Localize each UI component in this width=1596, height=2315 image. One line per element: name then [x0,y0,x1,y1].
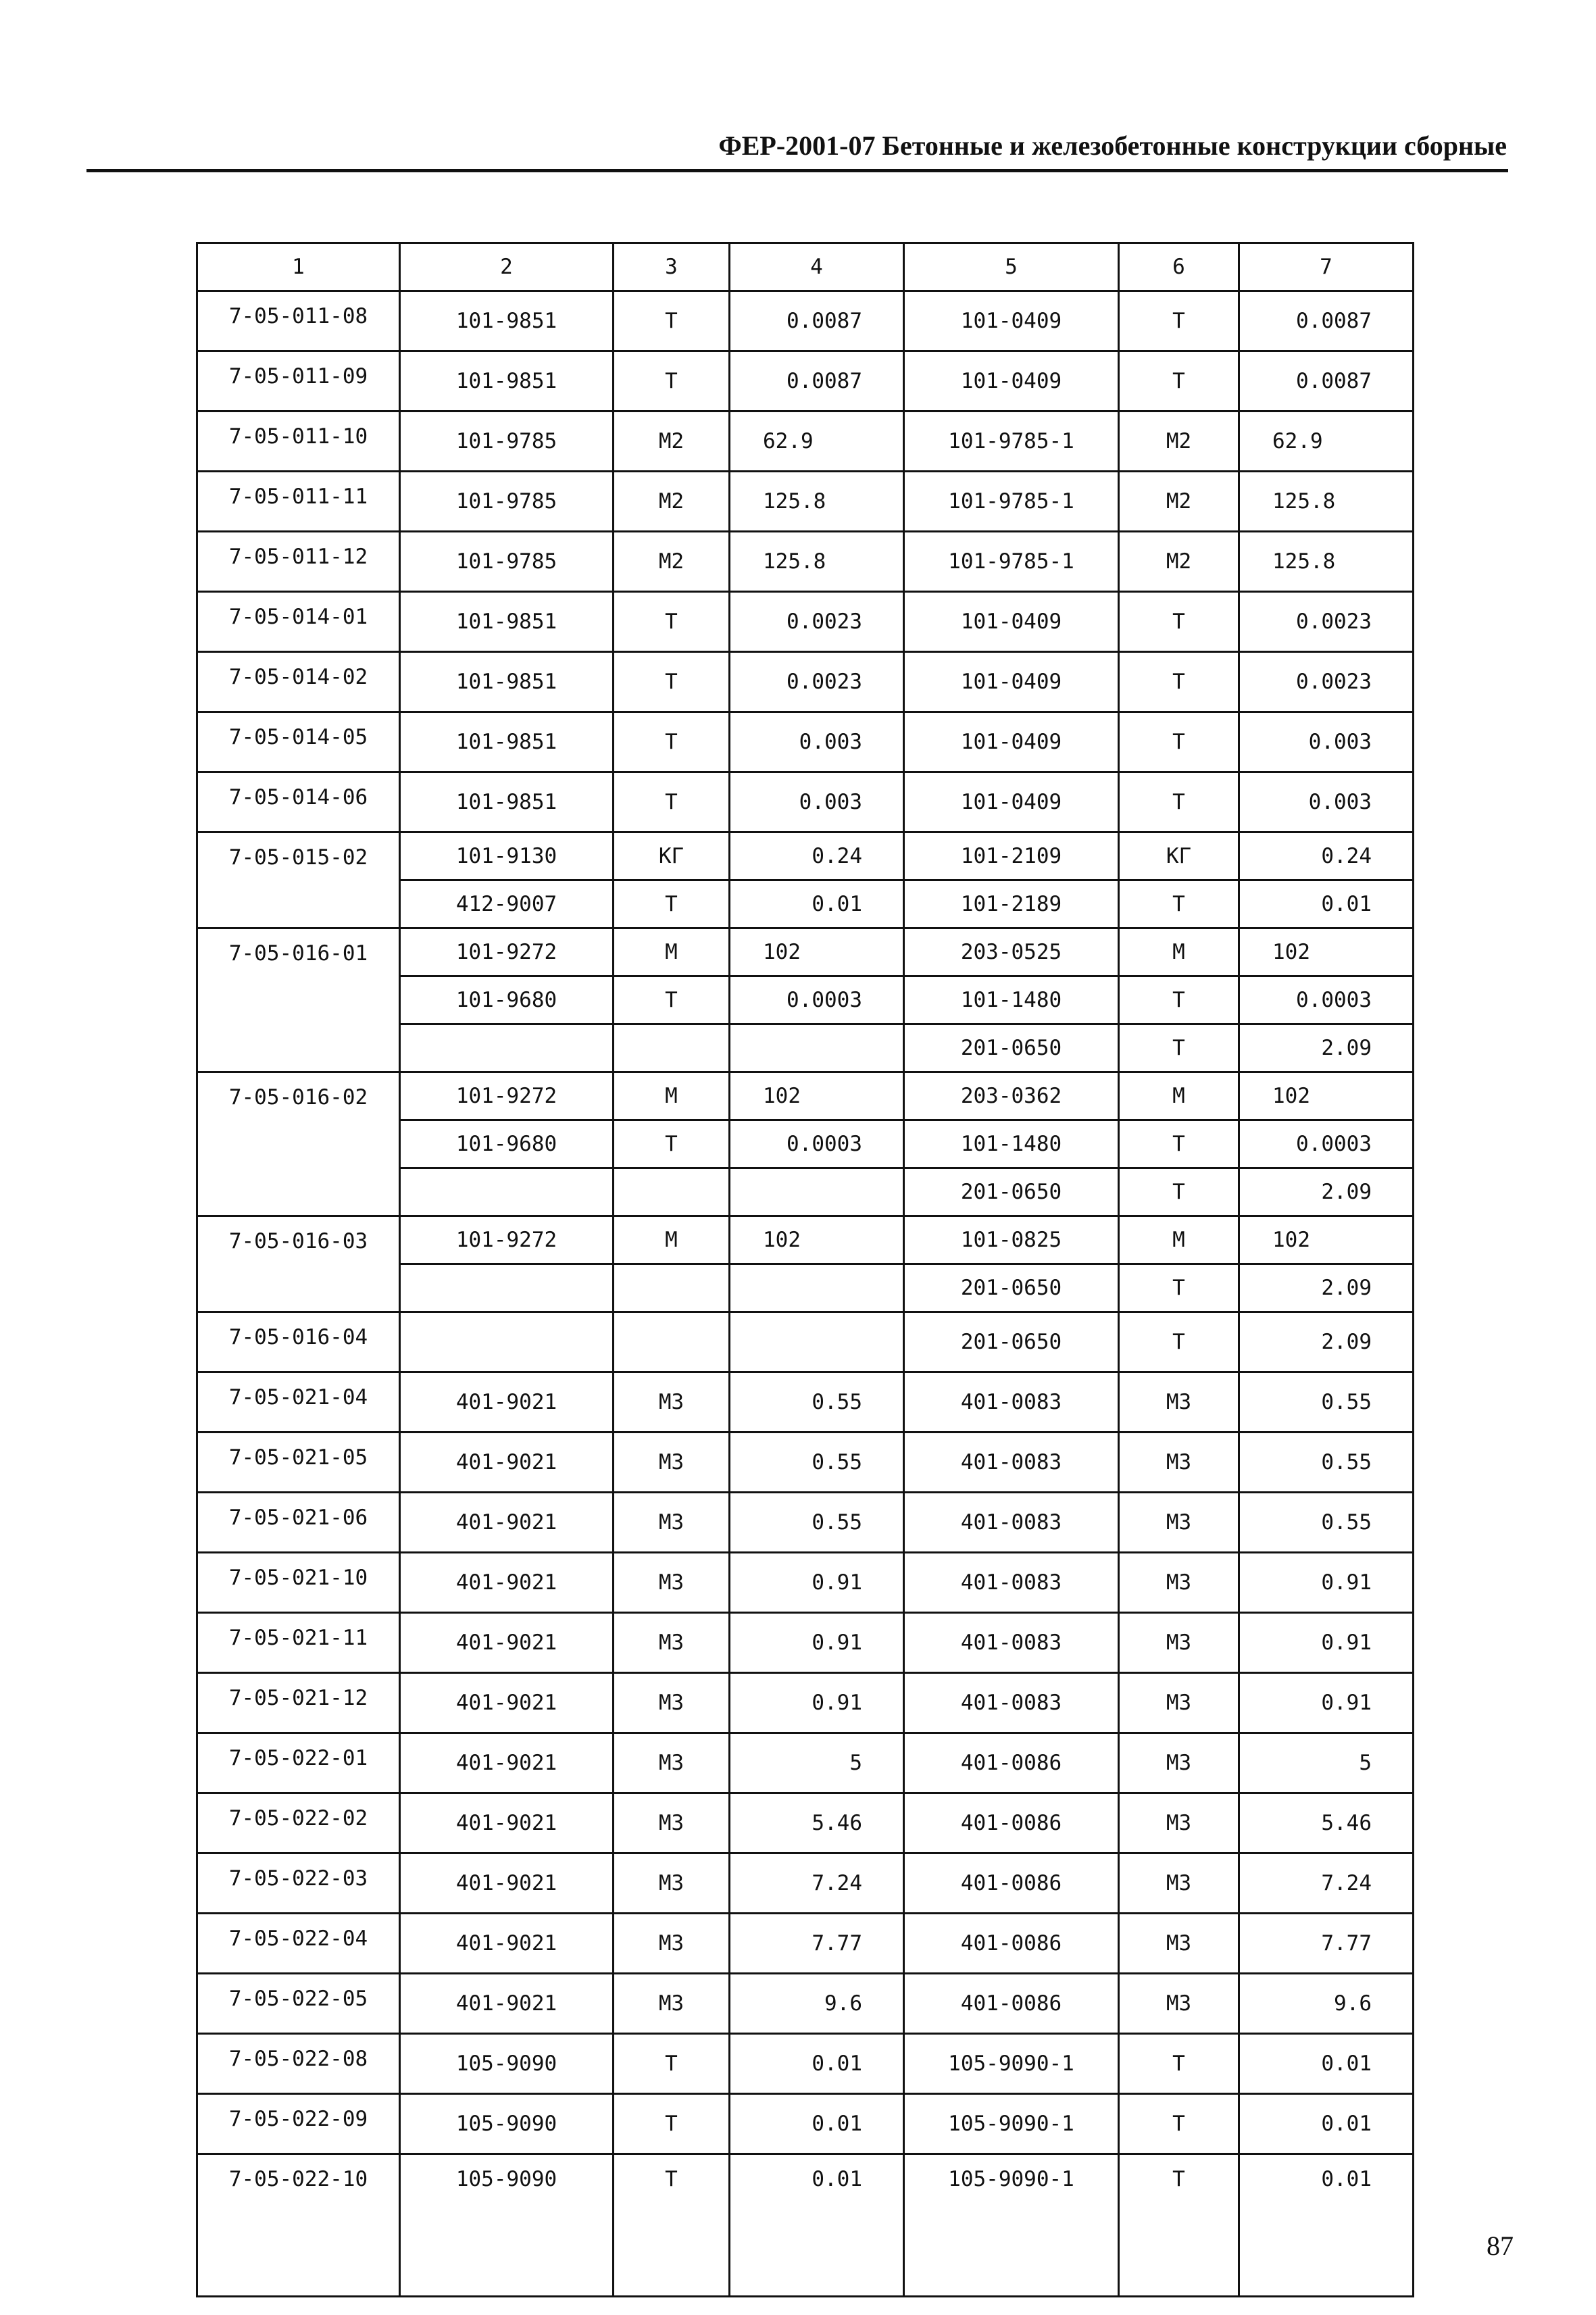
resource-code-cell: 101-9272 [400,928,614,976]
quantity-cell: 0.003 [730,772,904,832]
unit-cell: М2 [614,532,730,592]
resource-code-cell [400,1264,614,1312]
replacement-unit-cell: Т [1119,291,1239,351]
price-code-cell: 7-05-011-09 [197,351,400,412]
table-row [197,1493,1414,1553]
quantity-cell [730,1024,904,1072]
replacement-unit-cell: Т [1119,976,1239,1024]
resource-code-cell: 401-9021 [400,1673,614,1733]
replacement-unit-cell: М3 [1119,1372,1239,1433]
replacement-unit-cell: КГ [1119,832,1239,880]
price-code-cell: 7-05-016-04 [197,1312,400,1372]
replacement-unit-cell: М3 [1119,1493,1239,1553]
replacement-unit-cell: М [1119,1072,1239,1120]
quantity-cell: 0.91 [730,1673,904,1733]
quantity-cell: 0.01 [730,2034,904,2094]
quantity-cell: 0.0087 [730,351,904,412]
resource-code-cell: 101-9785 [400,412,614,472]
replacement-code-cell: 401-0086 [904,1974,1119,2034]
replacement-quantity-cell: 0.91 [1239,1673,1414,1733]
replacement-code-cell: 105-9090-1 [904,2034,1119,2094]
price-code-cell: 7-05-022-09 [197,2094,400,2154]
unit-cell: М3 [614,1493,730,1553]
replacement-code-cell: 401-0083 [904,1553,1119,1613]
resource-code-cell: 101-9851 [400,772,614,832]
price-code-cell: 7-05-014-05 [197,712,400,772]
replacement-quantity-cell: 0.003 [1239,712,1414,772]
quantity-cell: 0.0003 [730,1120,904,1168]
replacement-quantity-cell: 0.91 [1239,1553,1414,1613]
replacement-unit-cell: М [1119,928,1239,976]
replacement-code-cell: 203-0525 [904,928,1119,976]
price-code-cell: 7-05-016-01 [197,928,400,1072]
quantity-cell: 0.55 [730,1372,904,1433]
table-row [197,2154,1414,2297]
quantity-cell: 0.0087 [730,291,904,351]
replacement-unit-cell: Т [1119,772,1239,832]
replacement-quantity-cell: 102 [1239,1072,1414,1120]
replacement-quantity-cell: 125.8 [1239,532,1414,592]
quantity-cell: 0.91 [730,1613,904,1673]
table-row [197,472,1414,532]
table-row [197,712,1414,772]
replacement-code-cell: 101-0409 [904,351,1119,412]
replacement-unit-cell: М3 [1119,1433,1239,1493]
replacement-quantity-cell: 2.09 [1239,1264,1414,1312]
replacement-unit-cell: Т [1119,652,1239,712]
price-code-cell: 7-05-016-02 [197,1072,400,1216]
replacement-quantity-cell: 0.0087 [1239,291,1414,351]
quantity-cell: 0.0023 [730,592,904,652]
replacement-code-cell: 401-0086 [904,1853,1119,1914]
unit-cell: М3 [614,1433,730,1493]
resource-code-cell: 101-9680 [400,1120,614,1168]
quantity-cell: 7.24 [730,1853,904,1914]
header-divider [86,169,1508,172]
resource-code-cell [400,1168,614,1216]
quantity-cell: 62.9 [730,412,904,472]
unit-cell: М2 [614,412,730,472]
replacement-code-cell: 401-0083 [904,1613,1119,1673]
unit-cell: Т [614,351,730,412]
table-row [197,1553,1414,1613]
table-row [197,351,1414,412]
replacement-quantity-cell: 9.6 [1239,1974,1414,2034]
replacement-unit-cell: М2 [1119,472,1239,532]
quantity-cell [730,1264,904,1312]
replacement-code-cell: 401-0086 [904,1793,1119,1853]
resource-code-cell: 105-9090 [400,2154,614,2297]
resource-code-cell [400,1312,614,1372]
price-code-cell: 7-05-021-10 [197,1553,400,1613]
unit-cell: М3 [614,1673,730,1733]
unit-cell: КГ [614,832,730,880]
price-code-cell: 7-05-022-01 [197,1733,400,1793]
resource-code-cell: 401-9021 [400,1793,614,1853]
column-header: 2 [400,243,614,291]
unit-cell: Т [614,2154,730,2297]
replacement-code-cell: 201-0650 [904,1024,1119,1072]
resource-code-cell: 101-9680 [400,976,614,1024]
table-row [197,1072,1414,1120]
replacement-unit-cell: М3 [1119,1553,1239,1613]
page-number: 87 [1487,2231,1514,2261]
replacement-quantity-cell: 0.01 [1239,2154,1414,2297]
replacement-quantity-cell: 102 [1239,928,1414,976]
unit-cell: Т [614,1120,730,1168]
replacement-quantity-cell: 0.0087 [1239,351,1414,412]
resource-code-cell: 101-9851 [400,291,614,351]
table-row [197,1613,1414,1673]
replacement-unit-cell: Т [1119,1024,1239,1072]
replacement-unit-cell: Т [1119,2094,1239,2154]
replacement-quantity-cell: 2.09 [1239,1312,1414,1372]
table-row [197,1312,1414,1372]
table-row [197,1433,1414,1493]
unit-cell: Т [614,880,730,928]
replacement-code-cell: 101-0409 [904,291,1119,351]
table-row [197,1372,1414,1433]
replacement-quantity-cell: 0.55 [1239,1433,1414,1493]
replacement-unit-cell: Т [1119,1264,1239,1312]
unit-cell: М [614,1072,730,1120]
resource-code-cell: 401-9021 [400,1493,614,1553]
unit-cell [614,1264,730,1312]
resource-code-cell: 101-9851 [400,351,614,412]
price-code-cell: 7-05-022-08 [197,2034,400,2094]
resource-code-cell: 101-9130 [400,832,614,880]
unit-cell: М3 [614,1372,730,1433]
replacement-unit-cell: Т [1119,2034,1239,2094]
replacement-code-cell: 101-0825 [904,1216,1119,1264]
resource-code-cell: 101-9785 [400,532,614,592]
quantity-cell [730,1168,904,1216]
resource-code-cell: 401-9021 [400,1914,614,1974]
replacement-code-cell: 203-0362 [904,1072,1119,1120]
replacement-unit-cell: М3 [1119,1733,1239,1793]
resource-code-cell: 101-9785 [400,472,614,532]
replacement-code-cell: 401-0083 [904,1493,1119,1553]
replacement-quantity-cell: 0.0023 [1239,652,1414,712]
unit-cell [614,1168,730,1216]
replacement-unit-cell: М2 [1119,532,1239,592]
price-code-cell: 7-05-016-03 [197,1216,400,1312]
table-row [197,2094,1414,2154]
column-header: 3 [614,243,730,291]
replacement-quantity-cell: 7.24 [1239,1853,1414,1914]
quantity-cell: 102 [730,1072,904,1120]
price-code-cell: 7-05-021-11 [197,1613,400,1673]
replacement-code-cell: 101-0409 [904,652,1119,712]
quantity-cell: 0.0003 [730,976,904,1024]
resource-code-cell: 105-9090 [400,2034,614,2094]
replacement-quantity-cell: 125.8 [1239,472,1414,532]
replacement-code-cell: 101-0409 [904,592,1119,652]
replacement-quantity-cell: 0.01 [1239,2094,1414,2154]
unit-cell: М2 [614,472,730,532]
resource-code-cell: 101-9851 [400,652,614,712]
unit-cell: М3 [614,1553,730,1613]
unit-cell: М3 [614,1613,730,1673]
table-row [197,1673,1414,1733]
replacement-unit-cell: Т [1119,2154,1239,2297]
table-row [197,1853,1414,1914]
replacement-code-cell: 401-0086 [904,1914,1119,1974]
unit-cell: М [614,928,730,976]
price-code-cell: 7-05-014-02 [197,652,400,712]
resource-code-cell: 101-9851 [400,712,614,772]
replacement-quantity-cell: 0.55 [1239,1372,1414,1433]
resource-code-cell: 401-9021 [400,1553,614,1613]
quantity-cell: 9.6 [730,1974,904,2034]
unit-cell [614,1024,730,1072]
table-body [197,243,1414,2297]
quantity-cell: 0.01 [730,2094,904,2154]
unit-cell: М3 [614,1853,730,1914]
replacement-code-cell: 401-0083 [904,1372,1119,1433]
replacement-quantity-cell: 102 [1239,1216,1414,1264]
resource-code-cell: 101-9272 [400,1216,614,1264]
table-row [197,592,1414,652]
replacement-quantity-cell: 0.24 [1239,832,1414,880]
resource-code-cell: 401-9021 [400,1613,614,1673]
unit-cell: М3 [614,1733,730,1793]
table-row [197,832,1414,880]
resource-code-cell: 401-9021 [400,1853,614,1914]
replacement-code-cell: 401-0086 [904,1733,1119,1793]
column-header: 5 [904,243,1119,291]
replacement-unit-cell: Т [1119,880,1239,928]
price-code-cell: 7-05-021-06 [197,1493,400,1553]
replacement-code-cell: 101-1480 [904,1120,1119,1168]
replacement-code-cell: 101-2109 [904,832,1119,880]
replacement-unit-cell: Т [1119,712,1239,772]
quantity-cell: 102 [730,928,904,976]
quantity-cell: 0.24 [730,832,904,880]
table-row [197,1974,1414,2034]
replacement-unit-cell: М3 [1119,1673,1239,1733]
price-code-cell: 7-05-022-03 [197,1853,400,1914]
price-code-cell: 7-05-011-10 [197,412,400,472]
resource-code-cell: 401-9021 [400,1733,614,1793]
unit-cell: Т [614,2094,730,2154]
price-code-cell: 7-05-014-01 [197,592,400,652]
quantity-cell: 0.003 [730,712,904,772]
replacement-unit-cell: М3 [1119,1974,1239,2034]
unit-cell: Т [614,652,730,712]
unit-cell [614,1312,730,1372]
price-code-cell: 7-05-022-02 [197,1793,400,1853]
quantity-cell: 125.8 [730,472,904,532]
quantity-cell: 5.46 [730,1793,904,1853]
replacement-unit-cell: М3 [1119,1914,1239,1974]
price-code-cell: 7-05-022-05 [197,1974,400,2034]
price-code-cell: 7-05-022-10 [197,2154,400,2297]
price-code-cell: 7-05-021-12 [197,1673,400,1733]
resource-replacement-table [196,242,1414,2297]
price-code-cell: 7-05-011-12 [197,532,400,592]
replacement-quantity-cell: 7.77 [1239,1914,1414,1974]
price-code-cell: 7-05-011-08 [197,291,400,351]
quantity-cell: 0.0023 [730,652,904,712]
quantity-cell: 0.55 [730,1493,904,1553]
replacement-quantity-cell: 2.09 [1239,1168,1414,1216]
replacement-quantity-cell: 0.01 [1239,2034,1414,2094]
page-header-title: ФЕР-2001-07 Бетонные и железобетонные конструкции сборные [718,130,1507,161]
table-row [197,412,1414,472]
unit-cell: Т [614,772,730,832]
column-header: 7 [1239,243,1414,291]
replacement-code-cell: 101-9785-1 [904,472,1119,532]
resource-code-cell: 101-9272 [400,1072,614,1120]
replacement-quantity-cell: 5 [1239,1733,1414,1793]
replacement-quantity-cell: 2.09 [1239,1024,1414,1072]
quantity-cell: 102 [730,1216,904,1264]
replacement-quantity-cell: 0.0003 [1239,1120,1414,1168]
quantity-cell [730,1312,904,1372]
replacement-code-cell: 105-9090-1 [904,2094,1119,2154]
unit-cell: Т [614,291,730,351]
replacement-code-cell: 201-0650 [904,1312,1119,1372]
resource-code-cell: 401-9021 [400,1372,614,1433]
replacement-code-cell: 401-0083 [904,1673,1119,1733]
replacement-quantity-cell: 5.46 [1239,1793,1414,1853]
resource-code-cell: 105-9090 [400,2094,614,2154]
unit-cell: М3 [614,1793,730,1853]
replacement-quantity-cell: 62.9 [1239,412,1414,472]
quantity-cell: 0.01 [730,2154,904,2297]
unit-cell: М3 [614,1914,730,1974]
quantity-cell: 5 [730,1733,904,1793]
replacement-code-cell: 101-9785-1 [904,532,1119,592]
price-code-cell: 7-05-022-04 [197,1914,400,1974]
quantity-cell: 0.01 [730,880,904,928]
replacement-quantity-cell: 0.91 [1239,1613,1414,1673]
replacement-quantity-cell: 0.01 [1239,880,1414,928]
price-code-cell: 7-05-021-04 [197,1372,400,1433]
replacement-unit-cell: М [1119,1216,1239,1264]
replacement-unit-cell: Т [1119,592,1239,652]
table-row [197,1733,1414,1793]
replacement-code-cell: 201-0650 [904,1264,1119,1312]
table-row [197,652,1414,712]
resource-code-cell: 412-9007 [400,880,614,928]
replacement-code-cell: 105-9090-1 [904,2154,1119,2297]
replacement-code-cell: 101-0409 [904,772,1119,832]
quantity-cell: 7.77 [730,1914,904,1974]
table-row [197,532,1414,592]
unit-cell: Т [614,976,730,1024]
replacement-code-cell: 201-0650 [904,1168,1119,1216]
replacement-unit-cell: Т [1119,351,1239,412]
table-row [197,1216,1414,1264]
resource-code-cell: 101-9851 [400,592,614,652]
resource-code-cell: 401-9021 [400,1433,614,1493]
price-code-cell: 7-05-014-06 [197,772,400,832]
replacement-unit-cell: Т [1119,1120,1239,1168]
quantity-cell: 125.8 [730,532,904,592]
table-header-row [197,243,1414,291]
table-row [197,928,1414,976]
replacement-unit-cell: Т [1119,1168,1239,1216]
replacement-unit-cell: М3 [1119,1853,1239,1914]
replacement-unit-cell: М3 [1119,1793,1239,1853]
replacement-quantity-cell: 0.003 [1239,772,1414,832]
replacement-code-cell: 101-9785-1 [904,412,1119,472]
unit-cell: Т [614,2034,730,2094]
quantity-cell: 0.91 [730,1553,904,1613]
replacement-quantity-cell: 0.0003 [1239,976,1414,1024]
replacement-unit-cell: М3 [1119,1613,1239,1673]
table-row [197,772,1414,832]
quantity-cell: 0.55 [730,1433,904,1493]
column-header: 6 [1119,243,1239,291]
table-row [197,1793,1414,1853]
replacement-code-cell: 101-2189 [904,880,1119,928]
replacement-unit-cell: Т [1119,1312,1239,1372]
table-row [197,2034,1414,2094]
price-code-cell: 7-05-011-11 [197,472,400,532]
table-row [197,291,1414,351]
replacement-code-cell: 401-0083 [904,1433,1119,1493]
unit-cell: Т [614,712,730,772]
price-code-cell: 7-05-021-05 [197,1433,400,1493]
unit-cell: М [614,1216,730,1264]
replacement-code-cell: 101-0409 [904,712,1119,772]
price-code-cell: 7-05-015-02 [197,832,400,928]
table-row [197,1914,1414,1974]
column-header: 4 [730,243,904,291]
resource-code-cell [400,1024,614,1072]
replacement-unit-cell: М2 [1119,412,1239,472]
replacement-quantity-cell: 0.55 [1239,1493,1414,1553]
replacement-code-cell: 101-1480 [904,976,1119,1024]
column-header: 1 [197,243,400,291]
unit-cell: М3 [614,1974,730,2034]
unit-cell: Т [614,592,730,652]
resource-code-cell: 401-9021 [400,1974,614,2034]
replacement-quantity-cell: 0.0023 [1239,592,1414,652]
